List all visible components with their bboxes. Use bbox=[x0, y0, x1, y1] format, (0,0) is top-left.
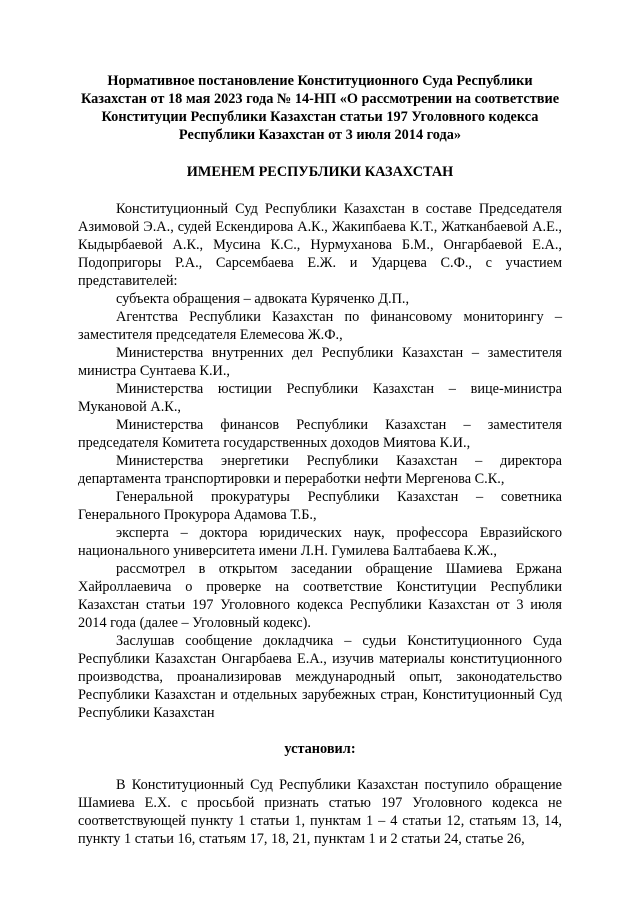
paragraph: Министерства финансов Республики Казахстан – заместителя председателя Комитета государственных доходов Миятова К.И., bbox=[78, 417, 562, 451]
paragraph: Министерства юстиции Республики Казахстан – вице-министра Мукановой А.К., bbox=[78, 381, 562, 415]
paragraph: рассмотрел в открытом заседании обращение Шамиева Ержана Хайроллаевича о проверке на соответствие Конституции Республики Казахстан статьи 197 Уголовного кодекса Республики Казахстан от 3 июля 2014 года (далее – Уголовный кодекс). bbox=[78, 561, 562, 631]
paragraph: Генеральной прокуратуры Республики Казахстан – советника Генерального Прокурора Адамова Т.Б., bbox=[78, 489, 562, 523]
paragraph: эксперта – доктора юридических наук, профессора Евразийского национального университета имени Л.Н. Гумилева Балтабаева К.Ж., bbox=[78, 525, 562, 559]
paragraph: В Конституционный Суд Республики Казахстан поступило обращение Шамиева Е.Х. с просьбой признать статью 197 Уголовного кодекса не соответствующей пункту 1 статьи 1, пунктам 1 – 4 статьи 12, статьям 13, 14, пункту 1 статьи 16, статьям 17, 18, 21, пунктам 1 и 2 статьи 24, статье 26, bbox=[78, 777, 562, 847]
paragraph: Министерства энергетики Республики Казахстан – директора департамента транспортировки и переработки нефти Мергенова С.К., bbox=[78, 453, 562, 487]
document-title: Нормативное постановление Конституционного Суда Республики Казахстан от 18 мая 2023 года № 14-НП «О рассмотрении на соответствие Конституции Республики Казахстан статьи 197 Уголовного кодекса Республики Казахстан от 3 июля 2014 года» bbox=[80, 73, 560, 143]
paragraph: субъекта обращения – адвоката Куряченко Д.П., bbox=[116, 291, 410, 307]
paragraph: Агентства Республики Казахстан по финансовому мониторингу – заместителя председателя Елемесова Ж.Ф., bbox=[78, 309, 562, 343]
paragraph: Министерства внутренних дел Республики Казахстан – заместителя министра Сунтаева К.И., bbox=[78, 345, 562, 379]
paragraph: Конституционный Суд Республики Казахстан в составе Председателя Азимовой Э.А., судей Ескендирова А.К., Жакипбаева К.Т., Жатканбаевой А.Е., Кыдырбаевой А.К., Мусина К.С., Нурмуханова Б.М., Онгарбаевой Е.А., Подопригоры Р.А., Сарсембаева Е.Ж. и Ударцева С.Ф., с участием представителей: bbox=[78, 201, 562, 289]
section-heading-ustanovil: установил: bbox=[284, 741, 356, 757]
republic-name-heading: ИМЕНЕМ РЕСПУБЛИКИ КАЗАХСТАН bbox=[186, 164, 454, 180]
paragraph: Заслушав сообщение докладчика – судьи Конституционного Суда Республики Казахстан Онгарбаева Е.А., изучив материалы конституционного производства, проанализировав международный опыт, законодательство Республики Казахстан и отдельных зарубежных стран, Конституционный Суд Республики Казахстан bbox=[78, 633, 562, 721]
